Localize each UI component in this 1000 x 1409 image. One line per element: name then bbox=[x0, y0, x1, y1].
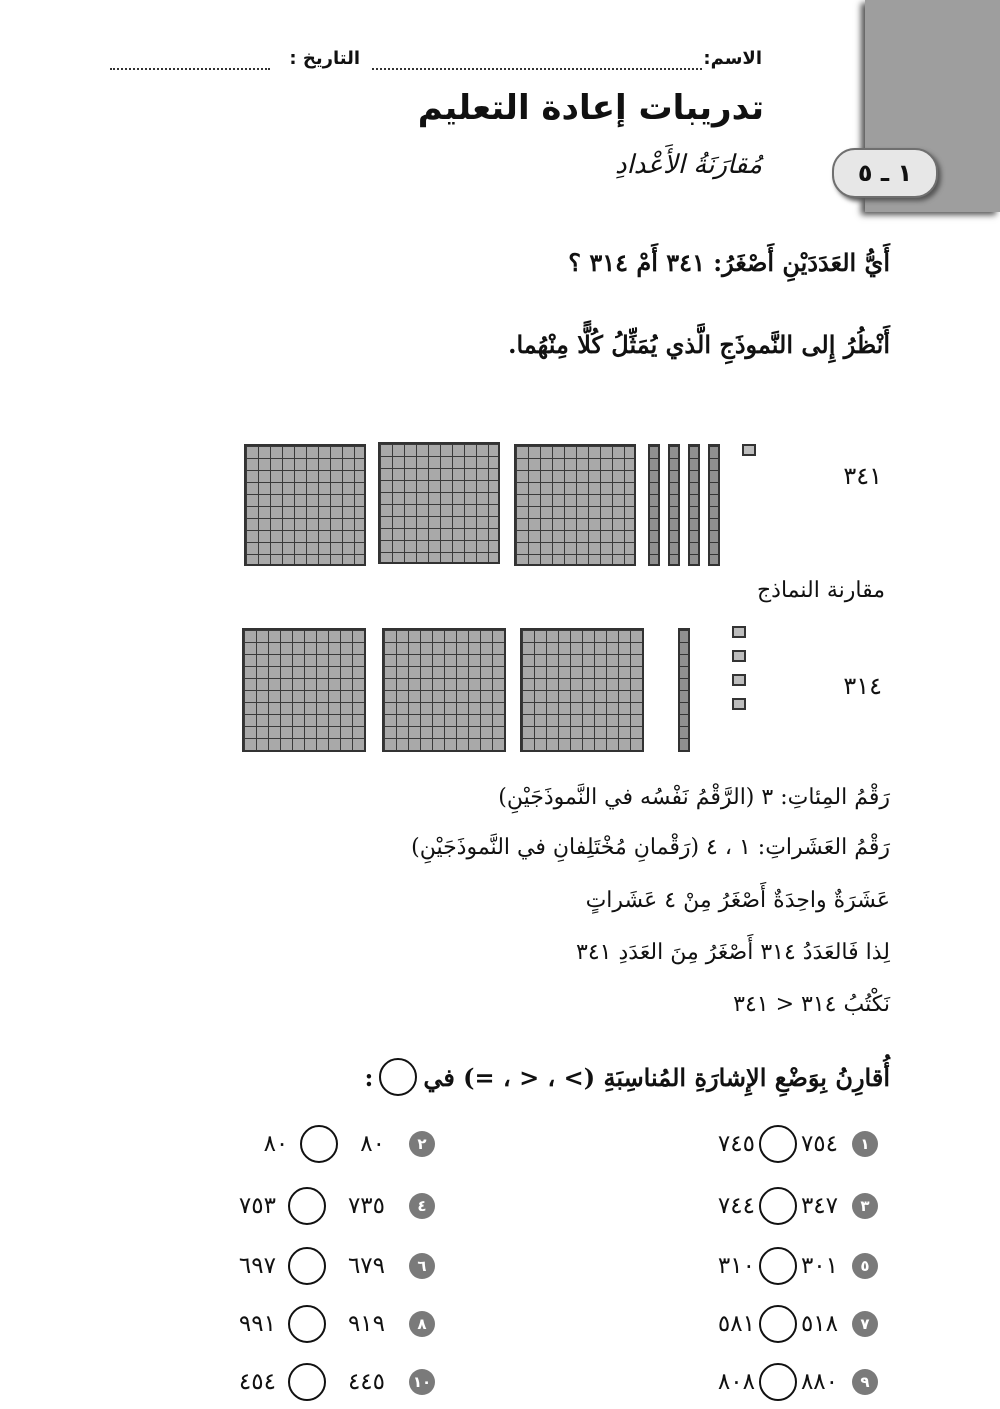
exercise-item-6 bbox=[215, 1246, 435, 1286]
hundred-flat bbox=[378, 442, 500, 564]
exercise-item-4 bbox=[215, 1186, 435, 1226]
exercise-item-1 bbox=[678, 1124, 878, 1164]
hundred-flat bbox=[382, 628, 506, 752]
date-label: التاريخ : bbox=[289, 48, 360, 69]
one-cube bbox=[732, 698, 746, 710]
exercise-value-a: ٣٠١ bbox=[800, 1253, 838, 1279]
exercise-value-b: ٧٤٤ bbox=[717, 1193, 755, 1219]
one-cube bbox=[732, 674, 746, 686]
exercise-prompt bbox=[364, 1058, 890, 1096]
hundred-flat bbox=[242, 628, 366, 752]
exercise-value-a: ٧٣٥ bbox=[347, 1193, 385, 1219]
exercise-value-a: ٨٨٠ bbox=[800, 1369, 838, 1395]
answer-circle[interactable] bbox=[759, 1363, 797, 1401]
answer-circle[interactable] bbox=[288, 1305, 326, 1343]
hundred-flat bbox=[514, 444, 636, 566]
answer-circle[interactable] bbox=[288, 1187, 326, 1225]
exercise-value-a: ٨٠ bbox=[360, 1131, 385, 1157]
answer-circle[interactable] bbox=[288, 1363, 326, 1401]
exercise-item-8 bbox=[215, 1304, 435, 1344]
ten-rod bbox=[668, 444, 680, 566]
model-number-341: ٣٤١ bbox=[843, 462, 882, 490]
date-field[interactable] bbox=[110, 68, 270, 70]
exercise-value-b: ٨٠٨ bbox=[717, 1369, 755, 1395]
explanation-line-1: رَقْمُ المِئاتِ: ٣ (الرَّقْمُ نَفْسُه في النَّموذَجَيْنِ) bbox=[498, 785, 890, 810]
explanation-line-4: لِذا فَالعَدَدُ ٣١٤ أَصْغَرُ مِنَ العَدَدِ ٣٤١ bbox=[576, 940, 890, 965]
answer-circle[interactable] bbox=[759, 1187, 797, 1225]
answer-circle[interactable] bbox=[759, 1305, 797, 1343]
exercise-value-b: ٧٥٣ bbox=[238, 1193, 276, 1219]
page-subtitle: مُقارَنَةُ الأَعْدادِ bbox=[614, 150, 762, 180]
exercise-number-badge: ١ bbox=[852, 1131, 878, 1157]
exercise-value-b: ٧٤٥ bbox=[717, 1131, 755, 1157]
model-number-314: ٣١٤ bbox=[843, 672, 882, 700]
exercise-item-10 bbox=[215, 1362, 435, 1402]
lesson-number-badge bbox=[832, 148, 938, 198]
answer-circle[interactable] bbox=[300, 1125, 338, 1163]
page-title: تدريبات إعادة التعليم bbox=[417, 88, 764, 128]
exercise-item-5 bbox=[678, 1246, 878, 1286]
exercise-value-a: ٧٥٤ bbox=[800, 1131, 838, 1157]
exercise-item-2 bbox=[225, 1124, 435, 1164]
name-label: الاسم: bbox=[703, 48, 762, 69]
answer-circle-icon bbox=[379, 1058, 417, 1096]
hundred-flat bbox=[520, 628, 644, 752]
lesson-number: ١ ـ ٥ bbox=[857, 159, 913, 187]
intro-instruction: أَنْظُرُ إِلى النَّموذَجِ الَّذي يُمَثِّلُ كُلًّا مِنْهُما. bbox=[508, 330, 890, 359]
exercise-number-badge: ٦ bbox=[409, 1253, 435, 1279]
exercise-value-a: ٥١٨ bbox=[800, 1311, 838, 1337]
exercise-value-b: ٣١٠ bbox=[717, 1253, 755, 1279]
explanation-line-5: نَكْتُبُ ٣١٤ < ٣٤١ bbox=[733, 992, 890, 1017]
intro-question: أَيُّ العَدَدَيْنِ أَصْغَرُ: ٣٤١ أَمْ ٣١٤ ؟ bbox=[568, 248, 890, 277]
exercise-number-badge: ٧ bbox=[852, 1311, 878, 1337]
exercise-number-badge: ٨ bbox=[409, 1311, 435, 1337]
compare-models-label: مقارنة النماذج bbox=[756, 578, 885, 603]
answer-circle[interactable] bbox=[288, 1247, 326, 1285]
ten-rod bbox=[708, 444, 720, 566]
exercise-number-badge: ٤ bbox=[409, 1193, 435, 1219]
answer-circle[interactable] bbox=[759, 1247, 797, 1285]
one-cube bbox=[732, 626, 746, 638]
exercise-value-a: ٦٧٩ bbox=[347, 1253, 385, 1279]
exercise-value-b: ٩٩١ bbox=[238, 1311, 276, 1337]
ten-rod bbox=[648, 444, 660, 566]
name-field[interactable] bbox=[372, 68, 702, 70]
exercise-item-3 bbox=[678, 1186, 878, 1226]
one-cube bbox=[742, 444, 756, 456]
exercise-value-b: ٥٨١ bbox=[717, 1311, 755, 1337]
exercise-value-a: ٤٤٥ bbox=[347, 1369, 385, 1395]
exercise-value-a: ٩١٩ bbox=[347, 1311, 385, 1337]
exercise-prompt-end: : bbox=[364, 1062, 374, 1092]
one-cube bbox=[732, 650, 746, 662]
exercise-number-badge: ٣ bbox=[852, 1193, 878, 1219]
exercise-value-b: ٤٥٤ bbox=[238, 1369, 276, 1395]
exercise-prompt-text: أُقارِنُ بِوَضْعِ الإِشارَةِ المُناسِبَةِ (> ، < ، =) في bbox=[423, 1062, 890, 1092]
exercise-value-b: ٨٠ bbox=[263, 1131, 289, 1157]
exercise-number-badge: ٢ bbox=[409, 1131, 435, 1157]
ten-rod bbox=[678, 628, 690, 752]
exercise-item-7 bbox=[678, 1304, 878, 1344]
ten-rod bbox=[688, 444, 700, 566]
answer-circle[interactable] bbox=[759, 1125, 797, 1163]
explanation-line-2: رَقْمُ العَشَراتِ: ١ ، ٤ (رَقْمانِ مُخْتَلِفانِ في النَّموذَجَيْنِ) bbox=[411, 835, 890, 860]
explanation-line-3: عَشَرَةٌ واحِدَةٌ أَصْغَرُ مِنْ ٤ عَشَراتٍ bbox=[585, 888, 890, 913]
exercise-value-b: ٦٩٧ bbox=[238, 1253, 276, 1279]
hundred-flat bbox=[244, 444, 366, 566]
exercise-item-9 bbox=[678, 1362, 878, 1402]
exercise-number-badge: ١٠ bbox=[409, 1369, 435, 1395]
exercise-number-badge: ٥ bbox=[852, 1253, 878, 1279]
exercise-number-badge: ٩ bbox=[852, 1369, 878, 1395]
exercise-value-a: ٣٤٧ bbox=[800, 1193, 838, 1219]
